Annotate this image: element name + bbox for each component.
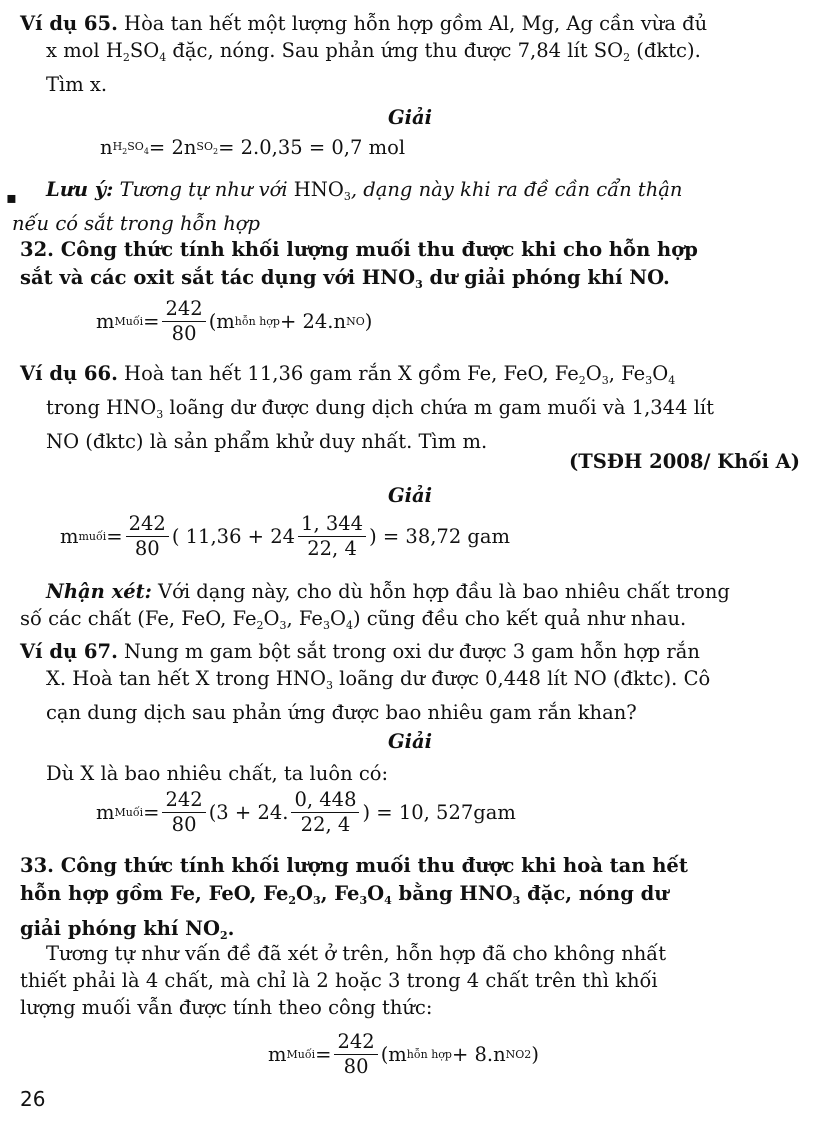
text: O [263,607,280,630]
text: trong HNO [46,396,157,419]
text: 22, 4 [300,813,351,836]
text: , Fe [286,607,323,630]
text: thiết phải là 4 chất, mà chỉ là 2 hoặc 3 trong 4 chất trên thì khối [20,969,658,992]
source-citation: (TSĐH 2008/ Khối A) [569,450,800,473]
text: muối [78,530,107,543]
text: NO2 [505,1048,532,1061]
text: cạn dung dịch sau phản ứng được bao nhiêu gam rắn khan? [46,701,637,724]
section-33-heading: 33. Công thức tính khối lượng muối thu được khi hoà tan hết hỗn hợp gồm Fe, FeO, $Fe_2O_3$, $Fe_3O_4$ bằng $HNO_3$ đặc, nóng dư giải phóng khí $NO_2$. [20,852,800,950]
text: loãng dư được 0,448 lít NO (đktc). Cô [332,667,711,690]
text: O [329,607,346,630]
text: Muối [286,1048,316,1061]
formula-65: n $H_2SO_4$ = 2n $SO_2$ = 2.0,35 = 0,7 mol [100,136,406,159]
text: Tương tự như vấn đề đã xét ở trên, hỗn hợp đã cho không nhất [46,942,667,965]
section-33-paragraph [20,940,800,1021]
text: O [296,882,314,905]
text: + 8.n [451,1043,506,1066]
text: lượng muối vẫn được tính theo công thức: [20,996,433,1019]
text: ) cũng đều cho kết quả như nhau. [352,607,687,630]
fraction [162,788,205,837]
text: 242 [126,512,169,537]
text: Tìm x. [46,73,108,96]
text: Với dạng này, cho dù hỗn hợp đầu là bao nhiêu chất trong [151,580,730,603]
text: = 2.0,35 = 0,7 mol [218,136,406,159]
text: hỗn hợp [234,315,280,328]
text: X. Hoà tan hết X trong HNO [46,667,326,690]
text: ) [364,310,373,333]
solution-heading-65: Giải [387,106,433,129]
text: bằng HNO [391,882,513,905]
text: n [100,136,113,159]
text: = [106,525,123,548]
text: O [652,362,669,385]
text: NO (đktc) là sản phẩm khử duy nhất. Tìm m. [46,430,488,453]
text: m [60,525,79,548]
formula-66 [60,512,510,561]
text: m [96,801,115,824]
text: 22, 4 [307,537,357,560]
text: 33. Công thức tính khối lượng muối thu được khi hoà tan hết [20,854,688,877]
text: 80 [134,537,160,560]
note-2: Nhận xét: Với dạng này, cho dù hỗn hợp đầu là bao nhiêu chất trong số các chất (Fe, FeO, $Fe_2O_3$, $Fe_3O_4$) cũng đều cho kết quả như nhau. [20,580,730,632]
fraction [291,788,359,837]
fraction [162,297,205,346]
text: giải phóng khí NO [20,917,220,940]
formula-67 [96,788,516,837]
text: nếu có sắt trong hỗn hợp [12,212,261,235]
section-32-heading: 32. Công thức tính khối lượng muối thu được khi cho hỗn hợp sắt và các oxit sắt tác dụng với $HNO_3$ dư giải phóng khí NO. [20,236,800,299]
text: 242 [334,1030,377,1055]
text: ) = 38,72 gam [369,525,511,548]
example-66: Ví dụ 66. Hoà tan hết 11,36 gam rắn X gồm Fe, FeO, $Fe_2O_3$, $Fe_3O_4$ trong $HNO_3$ loãng dư được dung dịch chứa m gam muối và 1,344 lít NO (đktc) là sản phẩm khử duy nhất. Tìm m. [20,362,715,453]
text: 0, 448 [291,788,359,813]
example-67: Ví dụ 67. Nung m gam bột sắt trong oxi dư được 3 gam hỗn hợp rắn X. Hoà tan hết X trong $HNO_3$ loãng dư được 0,448 lít NO (đktc). Cô cạn dung dịch sau phản ứng được bao nhiêu gam rắn khan? [20,640,711,724]
solution-heading-66: Giải [387,484,433,507]
text: Muối [114,315,144,328]
text: , dạng này khi ra đề cần cẩn thận [350,178,683,201]
text: m [268,1043,287,1066]
example-67-label: Ví dụ 67. [20,640,118,663]
text: HNO [293,178,344,201]
example-66-label: Ví dụ 66. [20,362,118,385]
text: dư giải phóng khí NO. [422,266,670,289]
text: Tương tự như với [113,178,294,201]
text: sắt và các oxit sắt tác dụng với HNO [20,266,416,289]
note-label: Lưu ý: [46,178,114,201]
example-65: Ví dụ 65. Hòa tan hết một lượng hỗn hợp gồm Al, Mg, Ag cần vừa đủ x mol $H_2SO_4$ đặc, nóng. Sau phản ứng thu được 7,84 lít $SO_2$ (đktc). Tìm x. [20,12,708,96]
formula-32 [96,297,372,346]
fraction [126,512,169,561]
text: O [367,882,385,905]
text: Muối [114,806,144,819]
text: = [143,801,160,824]
text: = [315,1043,332,1066]
text: số các chất (Fe, FeO, Fe [20,607,257,630]
text: loãng dư được dung dịch chứa m gam muối và 1,344 lít [163,396,715,419]
text: hỗn hợp gồm Fe, FeO, Fe [20,882,289,905]
text: NO [346,315,365,328]
text: , Fe [320,882,360,905]
margin-dash: ▪ [6,188,17,207]
text: Nung m gam bột sắt trong oxi dư được 3 gam hỗn hợp rắn [117,640,700,663]
text: SO [129,39,160,62]
text: x mol H [46,39,123,62]
text: (3 + 24. [208,801,289,824]
text: 80 [171,322,197,345]
example-65-line1: Hòa tan hết một lượng hỗn hợp gồm Al, Mg, Ag cần vừa đủ [117,12,708,35]
solution-heading-67: Giải [387,730,433,753]
text: đặc, nóng. Sau phản ứng thu được 7,84 lít SO [166,39,624,62]
page-number: 26 [20,1087,46,1111]
fraction [334,1030,377,1079]
text: Hoà tan hết 11,36 gam rắn X gồm Fe, FeO, Fe [117,362,579,385]
text: ) [531,1043,539,1066]
text: 242 [162,788,205,813]
note-label: Nhận xét: [46,580,152,603]
text: ) = 10, 527gam [362,801,516,824]
text: (m [208,310,235,333]
text: 80 [171,813,197,836]
text: , Fe [608,362,646,385]
text: . [227,917,235,940]
formula-33 [268,1030,539,1079]
text: m [96,310,115,333]
text: 32. Công thức tính khối lượng muối thu được khi cho hỗn hợp [20,238,698,261]
text: đặc, nóng dư [520,882,669,905]
text: 242 [162,297,205,322]
example-67-intro: Dù X là bao nhiêu chất, ta luôn có: [46,762,389,785]
text: hỗn hợp [406,1048,452,1061]
text: (m [380,1043,407,1066]
text: = 2n [148,136,197,159]
text: ( 11,36 + 24 [171,525,296,548]
text: 80 [343,1055,369,1078]
example-65-label: Ví dụ 65. [20,12,118,35]
text: = [143,310,160,333]
note-1: Lưu ý: Tương tự như với $HNO_3$, dạng này khi ra đề cần cẩn thận nếu có sắt trong hỗn hợp [20,176,800,237]
text: O [585,362,602,385]
text: (đktc). [630,39,701,62]
text: 1, 344 [298,512,366,537]
text: + 24.n [279,310,347,333]
fraction [298,512,366,561]
